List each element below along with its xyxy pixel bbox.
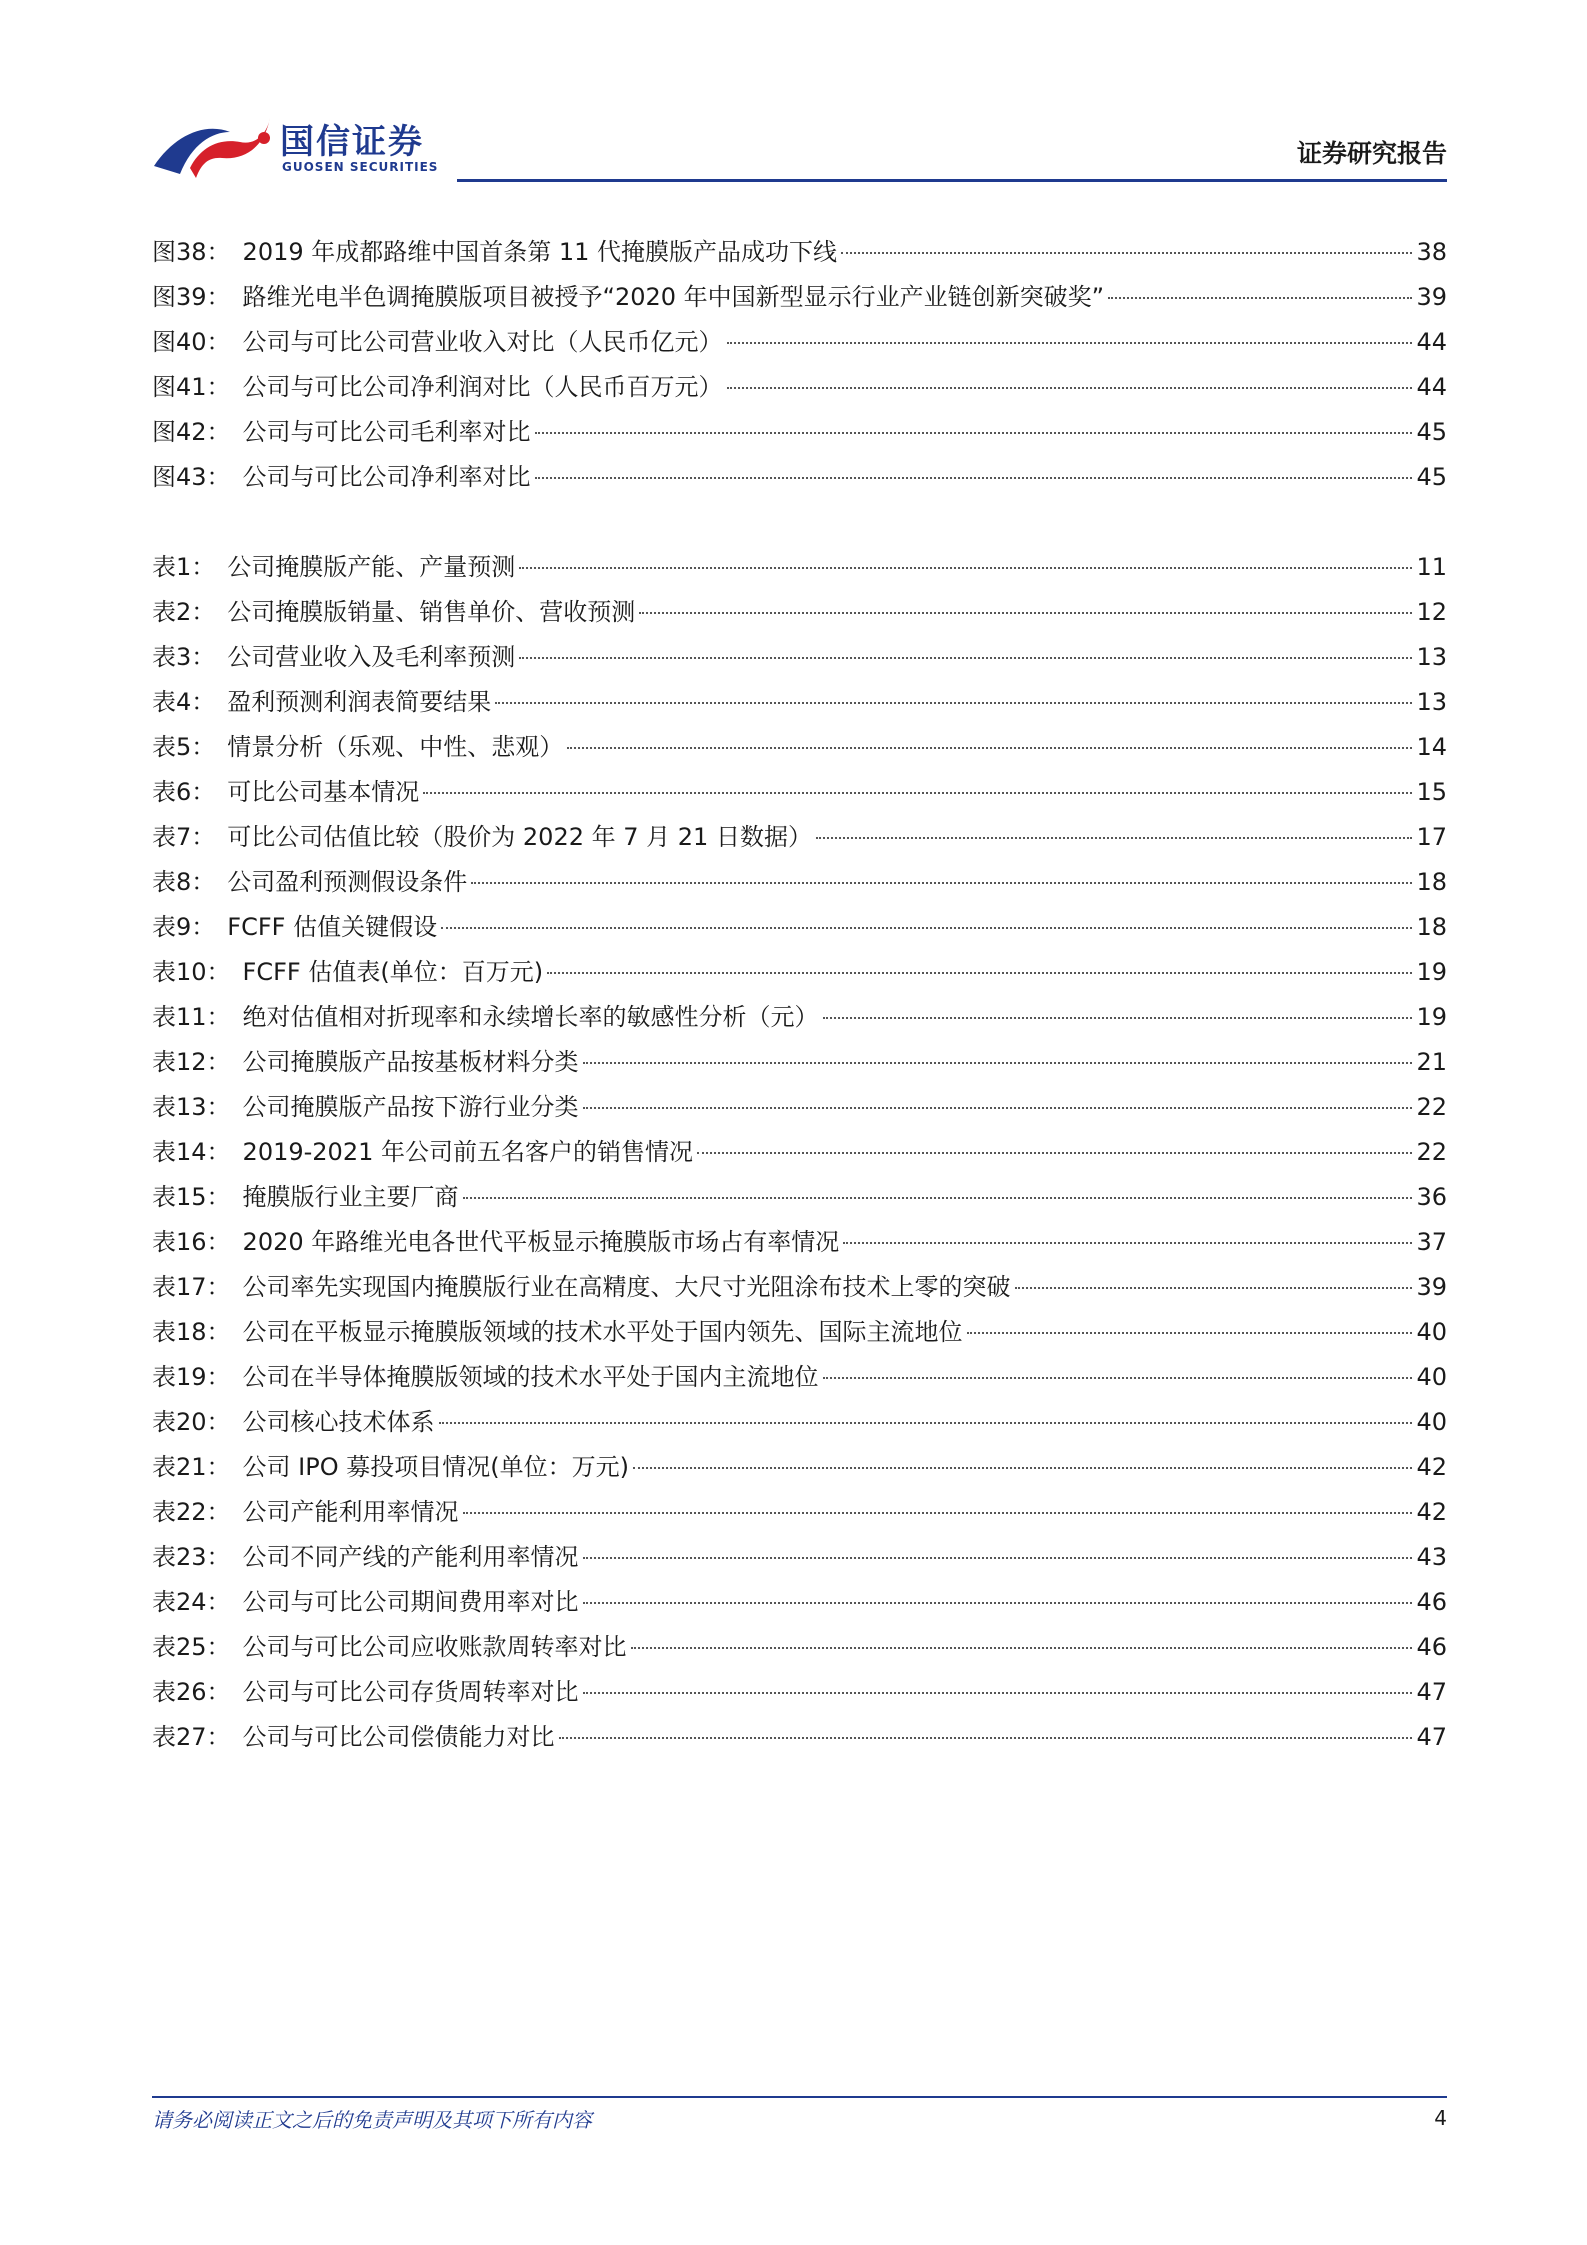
- dot-leader: [727, 342, 1413, 344]
- footer-disclaimer: 请务必阅读正文之后的免责声明及其项下所有内容: [152, 2108, 592, 2132]
- entry-label: 表14：: [152, 1138, 231, 1166]
- entry-label: 表2：: [152, 598, 216, 626]
- dot-leader: [631, 1647, 1413, 1649]
- entry-title: 盈利预测利润表简要结果: [227, 688, 492, 716]
- dot-leader: [535, 432, 1413, 434]
- entry-page-number: 42: [1416, 1498, 1447, 1526]
- dot-leader: [519, 657, 1412, 659]
- dot-leader: [439, 1422, 1413, 1424]
- dot-leader: [471, 882, 1412, 884]
- entry-title: 公司掩膜版产品按基板材料分类: [242, 1048, 579, 1076]
- entry-label: 图38：: [152, 238, 231, 266]
- entry-page-number: 40: [1416, 1408, 1447, 1436]
- guosen-logo: [152, 112, 452, 182]
- entry-title: 2020 年路维光电各世代平板显示掩膜版市场占有率情况: [242, 1228, 840, 1256]
- entry-title: 公司不同产线的产能利用率情况: [242, 1543, 579, 1571]
- entry-title: 掩膜版行业主要厂商: [242, 1183, 459, 1211]
- dot-leader: [519, 567, 1412, 569]
- entry-label: 表7：: [152, 823, 216, 851]
- dot-leader: [463, 1512, 1413, 1514]
- entry-label: 表24：: [152, 1588, 231, 1616]
- entry-label: 表4：: [152, 688, 216, 716]
- entry-page-number: 18: [1416, 868, 1447, 896]
- entry-label: 表5：: [152, 733, 216, 761]
- entry-page-number: 19: [1416, 1003, 1447, 1031]
- dot-leader: [633, 1467, 1412, 1469]
- dot-leader: [547, 972, 1412, 974]
- entry-label: 表23：: [152, 1543, 231, 1571]
- toc-table-entry[interactable]: [152, 725, 1447, 770]
- entry-label: 表10：: [152, 958, 231, 986]
- entry-page-number: 13: [1416, 688, 1447, 716]
- entry-label: 表15：: [152, 1183, 231, 1211]
- toc-figure-entry[interactable]: [152, 365, 1447, 410]
- entry-label: 表13：: [152, 1093, 231, 1121]
- toc-figure-entry[interactable]: [152, 455, 1447, 500]
- dot-leader: [823, 1017, 1413, 1019]
- entry-label: 表8：: [152, 868, 216, 896]
- entry-page-number: 22: [1416, 1093, 1447, 1121]
- toc-table-entry[interactable]: [152, 1355, 1447, 1400]
- entry-page-number: 11: [1416, 553, 1447, 581]
- entry-title: 公司产能利用率情况: [242, 1498, 459, 1526]
- entry-title: 公司掩膜版产能、产量预测: [227, 553, 516, 581]
- entry-title: 公司在半导体掩膜版领域的技术水平处于国内主流地位: [242, 1363, 819, 1391]
- entry-title: 路维光电半色调掩膜版项目被授予“2020 年中国新型显示行业产业链创新突破奖”: [242, 283, 1105, 311]
- entry-label: 图43：: [152, 463, 231, 491]
- toc-table-entry[interactable]: [152, 635, 1447, 680]
- entry-title: 2019 年成都路维中国首条第 11 代掩膜版产品成功下线: [242, 238, 838, 266]
- toc-table-entry[interactable]: [152, 1265, 1447, 1310]
- entry-title: 公司 IPO 募投项目情况(单位：万元): [242, 1453, 629, 1481]
- entry-title: 公司与可比公司期间费用率对比: [242, 1588, 579, 1616]
- dot-leader: [423, 792, 1412, 794]
- entry-page-number: 47: [1416, 1723, 1447, 1751]
- dot-leader: [583, 1602, 1413, 1604]
- dot-leader: [639, 612, 1412, 614]
- toc-table-entry[interactable]: [152, 815, 1447, 860]
- dot-leader: [967, 1332, 1413, 1334]
- toc-table-entry[interactable]: [152, 1175, 1447, 1220]
- toc-table-entry[interactable]: [152, 1130, 1447, 1175]
- entry-label: 表3：: [152, 643, 216, 671]
- toc-figure-entry[interactable]: [152, 230, 1447, 275]
- entry-page-number: 37: [1416, 1228, 1447, 1256]
- entry-label: 表20：: [152, 1408, 231, 1436]
- toc-table-entry[interactable]: [152, 995, 1447, 1040]
- dot-leader: [567, 747, 1412, 749]
- toc-table-entry[interactable]: [152, 1625, 1447, 1670]
- entry-title: 公司与可比公司存货周转率对比: [242, 1678, 579, 1706]
- entry-label: 表9：: [152, 913, 216, 941]
- entry-label: 图42：: [152, 418, 231, 446]
- toc-table-entry[interactable]: [152, 1445, 1447, 1490]
- entry-label: 表26：: [152, 1678, 231, 1706]
- entry-title: 公司与可比公司净利率对比: [242, 463, 531, 491]
- toc-table-entry[interactable]: [152, 860, 1447, 905]
- entry-title: 情景分析（乐观、中性、悲观）: [227, 733, 564, 761]
- dot-leader: [697, 1152, 1412, 1154]
- dot-leader: [583, 1107, 1413, 1109]
- toc-table-entry[interactable]: [152, 1670, 1447, 1715]
- entry-title: 公司在平板显示掩膜版领域的技术水平处于国内领先、国际主流地位: [242, 1318, 963, 1346]
- entry-page-number: 45: [1416, 418, 1447, 446]
- footer-divider: [152, 2096, 1447, 2098]
- dot-leader: [816, 837, 1413, 839]
- entry-label: 表19：: [152, 1363, 231, 1391]
- header-divider: [457, 179, 1447, 182]
- dot-leader: [1015, 1287, 1413, 1289]
- entry-label: 表6：: [152, 778, 216, 806]
- dot-leader: [463, 1197, 1413, 1199]
- toc-table-entry[interactable]: [152, 1040, 1447, 1085]
- guosen-logo-mark-icon: [152, 116, 272, 180]
- entry-page-number: 17: [1416, 823, 1447, 851]
- dot-leader: [535, 477, 1413, 479]
- toc-figure-entry[interactable]: [152, 275, 1447, 320]
- entry-title: FCFF 估值表(单位：百万元): [242, 958, 544, 986]
- entry-title: 公司掩膜版销量、销售单价、营收预测: [227, 598, 636, 626]
- entry-page-number: 43: [1416, 1543, 1447, 1571]
- toc-table-entry[interactable]: [152, 1085, 1447, 1130]
- entry-page-number: 44: [1416, 328, 1447, 356]
- entry-page-number: 38: [1416, 238, 1447, 266]
- entry-title: 公司核心技术体系: [242, 1408, 435, 1436]
- toc-table-entry[interactable]: [152, 1220, 1447, 1265]
- entry-page-number: 47: [1416, 1678, 1447, 1706]
- entry-label: 表16：: [152, 1228, 231, 1256]
- entry-label: 图41：: [152, 373, 231, 401]
- entry-page-number: 14: [1416, 733, 1447, 761]
- page-number: 4: [1434, 2106, 1447, 2130]
- entry-title: 公司营业收入及毛利率预测: [227, 643, 516, 671]
- toc-figure-entry[interactable]: [152, 320, 1447, 365]
- dot-leader: [843, 1242, 1412, 1244]
- entry-page-number: 22: [1416, 1138, 1447, 1166]
- dot-leader: [441, 927, 1412, 929]
- entry-label: 表21：: [152, 1453, 231, 1481]
- entry-title: 公司与可比公司净利润对比（人民币百万元）: [242, 373, 723, 401]
- entry-label: 图40：: [152, 328, 231, 356]
- dot-leader: [1108, 297, 1412, 299]
- dot-leader: [823, 1377, 1413, 1379]
- entry-page-number: 15: [1416, 778, 1447, 806]
- entry-page-number: 39: [1416, 283, 1447, 311]
- entry-label: 表18：: [152, 1318, 231, 1346]
- entry-label: 表22：: [152, 1498, 231, 1526]
- entry-label: 表27：: [152, 1723, 231, 1751]
- entry-label: 表25：: [152, 1633, 231, 1661]
- dot-leader: [583, 1062, 1413, 1064]
- entry-title: 绝对估值相对折现率和永续增长率的敏感性分析（元）: [242, 1003, 819, 1031]
- logo-chinese-name: 国信证券: [280, 122, 424, 162]
- entry-title: 公司率先实现国内掩膜版行业在高精度、大尺寸光阻涂布技术上零的突破: [242, 1273, 1011, 1301]
- entry-title: 2019-2021 年公司前五名客户的销售情况: [242, 1138, 693, 1166]
- entry-label: 图39：: [152, 283, 231, 311]
- entry-page-number: 40: [1416, 1318, 1447, 1346]
- logo-english-name: GUOSEN SECURITIES: [282, 160, 439, 174]
- toc-table-entry[interactable]: [152, 1535, 1447, 1580]
- entry-title: 公司与可比公司应收账款周转率对比: [242, 1633, 627, 1661]
- toc-table-entry[interactable]: [152, 1400, 1447, 1445]
- dot-leader: [841, 252, 1412, 254]
- figure-list: [152, 230, 1447, 500]
- entry-page-number: 18: [1416, 913, 1447, 941]
- entry-page-number: 46: [1416, 1633, 1447, 1661]
- toc-table-entry[interactable]: [152, 1310, 1447, 1355]
- entry-title: 可比公司估值比较（股价为 2022 年 7 月 21 日数据）: [227, 823, 812, 851]
- table-list: [152, 545, 1447, 1760]
- entry-title: 可比公司基本情况: [227, 778, 420, 806]
- dot-leader: [559, 1737, 1413, 1739]
- entry-label: 表12：: [152, 1048, 231, 1076]
- entry-page-number: 44: [1416, 373, 1447, 401]
- entry-page-number: 45: [1416, 463, 1447, 491]
- toc-table-entry[interactable]: [152, 950, 1447, 995]
- dot-leader: [583, 1557, 1413, 1559]
- entry-page-number: 39: [1416, 1273, 1447, 1301]
- entry-page-number: 36: [1416, 1183, 1447, 1211]
- entry-title: 公司盈利预测假设条件: [227, 868, 468, 896]
- entry-page-number: 12: [1416, 598, 1447, 626]
- entry-label: 表11：: [152, 1003, 231, 1031]
- entry-label: 表17：: [152, 1273, 231, 1301]
- report-type-title: 证券研究报告: [1296, 139, 1447, 168]
- toc-table-entry[interactable]: [152, 680, 1447, 725]
- entry-page-number: 21: [1416, 1048, 1447, 1076]
- toc-table-entry[interactable]: [152, 1715, 1447, 1760]
- dot-leader: [495, 702, 1412, 704]
- toc-table-entry[interactable]: [152, 590, 1447, 635]
- entry-title: 公司与可比公司偿债能力对比: [242, 1723, 555, 1751]
- entry-title: FCFF 估值关键假设: [227, 913, 438, 941]
- entry-title: 公司与可比公司毛利率对比: [242, 418, 531, 446]
- entry-page-number: 13: [1416, 643, 1447, 671]
- entry-page-number: 19: [1416, 958, 1447, 986]
- page-header: [152, 112, 1447, 182]
- entry-label: 表1：: [152, 553, 216, 581]
- toc-table-entry[interactable]: [152, 545, 1447, 590]
- toc-table-entry[interactable]: [152, 770, 1447, 815]
- entry-page-number: 40: [1416, 1363, 1447, 1391]
- entry-page-number: 42: [1416, 1453, 1447, 1481]
- dot-leader: [727, 387, 1413, 389]
- entry-page-number: 46: [1416, 1588, 1447, 1616]
- entry-title: 公司掩膜版产品按下游行业分类: [242, 1093, 579, 1121]
- toc-table-entry[interactable]: [152, 1490, 1447, 1535]
- toc-table-entry[interactable]: [152, 1580, 1447, 1625]
- toc-figure-entry[interactable]: [152, 410, 1447, 455]
- toc-table-entry[interactable]: [152, 905, 1447, 950]
- entry-title: 公司与可比公司营业收入对比（人民币亿元）: [242, 328, 723, 356]
- dot-leader: [583, 1692, 1413, 1694]
